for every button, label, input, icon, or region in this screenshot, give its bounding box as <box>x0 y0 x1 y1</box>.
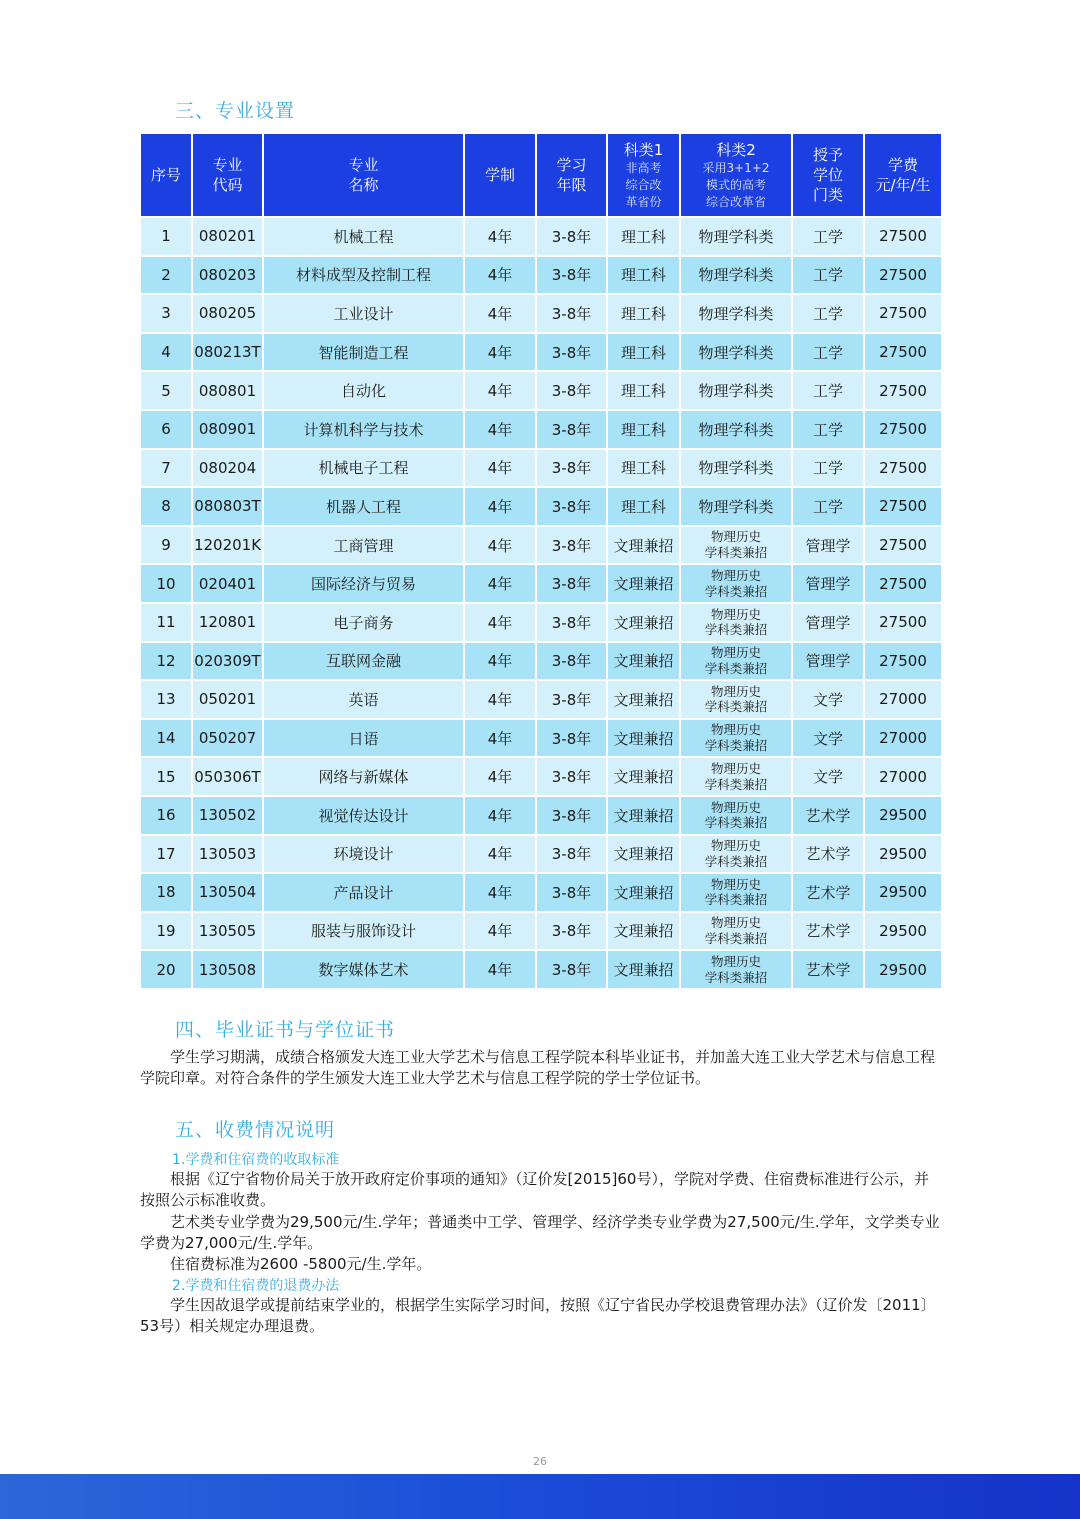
cell-cat1: 文理兼招 <box>607 526 680 565</box>
cell-degree: 艺术学 <box>792 912 864 951</box>
cell-category2-line2: 学科类兼招 <box>704 660 768 676</box>
cell-degree: 工学 <box>792 294 864 333</box>
cell-no: 19 <box>140 912 192 951</box>
cell-category2-line2: 学科类兼招 <box>704 738 768 754</box>
cell-cat1: 理工科 <box>607 371 680 410</box>
table-row <box>140 603 942 642</box>
fees-subheading-standard: 1.学费和住宿费的收取标准 <box>172 1152 340 1168</box>
cell-fee: 27500 <box>864 410 942 449</box>
table-row <box>140 796 942 835</box>
cell-no: 11 <box>140 603 192 642</box>
cell-years: 3-8年 <box>536 796 607 835</box>
cell-no: 15 <box>140 757 192 796</box>
cell-code: 130504 <box>192 873 263 912</box>
cell-years: 3-8年 <box>536 603 607 642</box>
cell-system: 4年 <box>464 217 536 256</box>
cell-category2-line2: 学科类兼招 <box>704 776 768 792</box>
fees-subheading-refund: 2.学费和住宿费的退费办法 <box>172 1278 340 1294</box>
cell-code: 130502 <box>192 796 263 835</box>
cell-code: 080213T <box>192 333 263 372</box>
cell-code: 130503 <box>192 835 263 874</box>
header-seq: 序号 <box>140 133 192 217</box>
cell-code: 080201 <box>192 217 263 256</box>
cell-category2 <box>680 256 792 295</box>
cell-category2-line2: 学科类兼招 <box>704 892 768 908</box>
cell-degree: 工学 <box>792 449 864 488</box>
cell-years: 3-8年 <box>536 294 607 333</box>
cell-degree: 工学 <box>792 217 864 256</box>
cell-name: 机械电子工程 <box>263 449 464 488</box>
cell-code: 080901 <box>192 410 263 449</box>
cell-system: 4年 <box>464 526 536 565</box>
cell-fee: 27500 <box>864 642 942 681</box>
cell-category2-line1: 物理学科类 <box>698 227 774 246</box>
cell-system: 4年 <box>464 642 536 681</box>
cell-degree: 艺术学 <box>792 950 864 989</box>
cell-code: 020309T <box>192 642 263 681</box>
cell-category2-line1: 物理历史 <box>710 645 761 661</box>
cell-fee: 27000 <box>864 719 942 758</box>
cell-category2-line2: 学科类兼招 <box>704 699 768 715</box>
cell-fee: 27500 <box>864 294 942 333</box>
cell-no: 7 <box>140 449 192 488</box>
cell-system: 4年 <box>464 603 536 642</box>
table-row <box>140 449 942 488</box>
cell-name: 环境设计 <box>263 835 464 874</box>
cell-category2 <box>680 757 792 796</box>
cell-cat1: 理工科 <box>607 256 680 295</box>
cell-years: 3-8年 <box>536 680 607 719</box>
cell-system: 4年 <box>464 719 536 758</box>
cell-category2-line1: 物理历史 <box>710 838 761 854</box>
cell-cat1: 文理兼招 <box>607 757 680 796</box>
cell-years: 3-8年 <box>536 873 607 912</box>
table-row <box>140 950 942 989</box>
cell-no: 3 <box>140 294 192 333</box>
cell-category2 <box>680 217 792 256</box>
cell-fee: 27500 <box>864 217 942 256</box>
cell-no: 14 <box>140 719 192 758</box>
cell-cat1: 理工科 <box>607 410 680 449</box>
cell-no: 17 <box>140 835 192 874</box>
header-category2: 科类2 采用3+1+2 模式的高考 综合改革省 <box>680 133 792 217</box>
cell-category2 <box>680 526 792 565</box>
cell-name: 网络与新媒体 <box>263 757 464 796</box>
cell-years: 3-8年 <box>536 256 607 295</box>
cell-fee: 27500 <box>864 487 942 526</box>
cell-years: 3-8年 <box>536 835 607 874</box>
cell-years: 3-8年 <box>536 487 607 526</box>
cell-category2-line1: 物理学科类 <box>698 382 774 401</box>
cell-no: 16 <box>140 796 192 835</box>
header-name: 专业 名称 <box>263 133 464 217</box>
cell-system: 4年 <box>464 873 536 912</box>
cell-fee: 27500 <box>864 449 942 488</box>
cell-category2-line1: 物理历史 <box>710 799 761 815</box>
cell-years: 3-8年 <box>536 757 607 796</box>
cell-cat1: 文理兼招 <box>607 950 680 989</box>
header-system: 学制 <box>464 133 536 217</box>
section-title-certificates: 四、毕业证书与学位证书 <box>175 1019 396 1041</box>
cell-code: 080801 <box>192 371 263 410</box>
cell-no: 4 <box>140 333 192 372</box>
cell-name: 计算机科学与技术 <box>263 410 464 449</box>
cell-category2-line1: 物理历史 <box>710 760 761 776</box>
page-number: 26 <box>533 1455 547 1468</box>
cell-no: 5 <box>140 371 192 410</box>
cell-system: 4年 <box>464 294 536 333</box>
cell-degree: 管理学 <box>792 564 864 603</box>
cell-category2 <box>680 642 792 681</box>
cell-system: 4年 <box>464 256 536 295</box>
cell-name: 互联网金融 <box>263 642 464 681</box>
cell-code: 120201K <box>192 526 263 565</box>
cell-no: 6 <box>140 410 192 449</box>
cell-cat1: 文理兼招 <box>607 912 680 951</box>
cell-years: 3-8年 <box>536 719 607 758</box>
cell-system: 4年 <box>464 796 536 835</box>
cell-system: 4年 <box>464 912 536 951</box>
cell-category2-line1: 物理历史 <box>710 606 761 622</box>
cell-code: 080203 <box>192 256 263 295</box>
cell-fee: 27500 <box>864 256 942 295</box>
cell-years: 3-8年 <box>536 526 607 565</box>
cell-category2-line2: 学科类兼招 <box>704 583 768 599</box>
cell-system: 4年 <box>464 410 536 449</box>
cell-system: 4年 <box>464 757 536 796</box>
cell-system: 4年 <box>464 835 536 874</box>
cell-fee: 29500 <box>864 912 942 951</box>
cell-name: 产品设计 <box>263 873 464 912</box>
cell-name: 服装与服饰设计 <box>263 912 464 951</box>
cell-category2 <box>680 487 792 526</box>
cell-degree: 管理学 <box>792 642 864 681</box>
header-years: 学习 年限 <box>536 133 607 217</box>
cell-category2 <box>680 294 792 333</box>
cell-category2-line2: 学科类兼招 <box>704 930 768 946</box>
cell-category2 <box>680 796 792 835</box>
cell-degree: 文学 <box>792 680 864 719</box>
cell-category2-line1: 物理学科类 <box>698 343 774 362</box>
cell-cat1: 理工科 <box>607 294 680 333</box>
cell-degree: 工学 <box>792 410 864 449</box>
cell-name: 电子商务 <box>263 603 464 642</box>
cell-years: 3-8年 <box>536 410 607 449</box>
cell-name: 工商管理 <box>263 526 464 565</box>
cell-years: 3-8年 <box>536 333 607 372</box>
cell-cat1: 文理兼招 <box>607 680 680 719</box>
table-row <box>140 333 942 372</box>
cell-years: 3-8年 <box>536 912 607 951</box>
table-row <box>140 835 942 874</box>
cell-system: 4年 <box>464 680 536 719</box>
cell-degree: 工学 <box>792 333 864 372</box>
table-row <box>140 719 942 758</box>
cell-degree: 管理学 <box>792 526 864 565</box>
cell-no: 18 <box>140 873 192 912</box>
cell-years: 3-8年 <box>536 449 607 488</box>
table-row <box>140 873 942 912</box>
cell-name: 日语 <box>263 719 464 758</box>
cell-fee: 29500 <box>864 950 942 989</box>
cell-name: 机械工程 <box>263 217 464 256</box>
cell-code: 130505 <box>192 912 263 951</box>
cell-no: 8 <box>140 487 192 526</box>
cell-category2 <box>680 680 792 719</box>
cell-system: 4年 <box>464 333 536 372</box>
cell-degree: 工学 <box>792 371 864 410</box>
cell-category2 <box>680 410 792 449</box>
header-degree: 授予 学位 门类 <box>792 133 864 217</box>
cell-fee: 27000 <box>864 757 942 796</box>
cell-fee: 27500 <box>864 526 942 565</box>
cell-category2-line1: 物理历史 <box>710 529 761 545</box>
cell-code: 080803T <box>192 487 263 526</box>
cell-code: 080205 <box>192 294 263 333</box>
section-title-fees: 五、收费情况说明 <box>175 1119 336 1141</box>
table-row <box>140 642 942 681</box>
cell-degree: 艺术学 <box>792 873 864 912</box>
cell-category2 <box>680 873 792 912</box>
cell-no: 9 <box>140 526 192 565</box>
cell-category2 <box>680 912 792 951</box>
cell-cat1: 理工科 <box>607 217 680 256</box>
cell-category2-line2: 学科类兼招 <box>704 622 768 638</box>
cell-no: 12 <box>140 642 192 681</box>
table-row <box>140 757 942 796</box>
cell-system: 4年 <box>464 487 536 526</box>
cell-fee: 27500 <box>864 603 942 642</box>
section-title-majors: 三、专业设置 <box>175 100 296 122</box>
cell-system: 4年 <box>464 950 536 989</box>
certificates-paragraph: 学生学习期满，成绩合格颁发大连工业大学艺术与信息工程学院本科毕业证书，并加盖大连工业大学艺术与信息工程学院印章。对符合条件的学生颁发大连工业大学艺术与信息工程学院的学士学位证书。 <box>140 1048 936 1087</box>
cell-code: 050201 <box>192 680 263 719</box>
cell-fee: 27500 <box>864 333 942 372</box>
table-row <box>140 217 942 256</box>
cell-category2-line1: 物理学科类 <box>698 266 774 285</box>
cell-cat1: 文理兼招 <box>607 642 680 681</box>
cell-code: 050306T <box>192 757 263 796</box>
cell-name: 机器人工程 <box>263 487 464 526</box>
cell-category2 <box>680 333 792 372</box>
cell-cat1: 文理兼招 <box>607 603 680 642</box>
cell-degree: 文学 <box>792 757 864 796</box>
cell-code: 020401 <box>192 564 263 603</box>
fees-paragraph-dorm: 住宿费标准为2600 -5800元/生.学年。 <box>140 1255 432 1273</box>
header-fee: 学费 元/年/生 <box>864 133 942 217</box>
cell-cat1: 文理兼招 <box>607 719 680 758</box>
cell-category2 <box>680 564 792 603</box>
cell-name: 自动化 <box>263 371 464 410</box>
cell-years: 3-8年 <box>536 371 607 410</box>
table-row <box>140 256 942 295</box>
cell-degree: 文学 <box>792 719 864 758</box>
cell-category2-line1: 物理历史 <box>710 953 761 969</box>
cell-cat1: 理工科 <box>607 333 680 372</box>
cell-no: 20 <box>140 950 192 989</box>
cell-category2 <box>680 950 792 989</box>
cell-no: 1 <box>140 217 192 256</box>
cell-category2 <box>680 449 792 488</box>
table-row <box>140 487 942 526</box>
cell-category2-line1: 物理历史 <box>710 683 761 699</box>
cell-years: 3-8年 <box>536 217 607 256</box>
cell-code: 050207 <box>192 719 263 758</box>
cell-code: 120801 <box>192 603 263 642</box>
cell-degree: 艺术学 <box>792 835 864 874</box>
cell-cat1: 文理兼招 <box>607 835 680 874</box>
footer-band <box>0 1474 1080 1519</box>
header-code: 专业 代码 <box>192 133 263 217</box>
cell-category2-line2: 学科类兼招 <box>704 815 768 831</box>
cell-system: 4年 <box>464 371 536 410</box>
cell-category2 <box>680 835 792 874</box>
cell-name: 数字媒体艺术 <box>263 950 464 989</box>
cell-no: 2 <box>140 256 192 295</box>
cell-category2-line1: 物理学科类 <box>698 420 774 439</box>
cell-degree: 工学 <box>792 256 864 295</box>
fees-paragraph-tuition: 艺术类专业学费为29,500元/生.学年；普通类中工学、管理学、经济学类专业学费为27,500元/生.学年，文学类专业学费为27,000元/生.学年。 <box>140 1213 940 1252</box>
cell-cat1: 文理兼招 <box>607 564 680 603</box>
table-row <box>140 410 942 449</box>
cell-years: 3-8年 <box>536 642 607 681</box>
cell-name: 英语 <box>263 680 464 719</box>
cell-code: 080204 <box>192 449 263 488</box>
cell-category2-line1: 物理学科类 <box>698 304 774 323</box>
table-row <box>140 526 942 565</box>
cell-degree: 工学 <box>792 487 864 526</box>
cell-cat1: 文理兼招 <box>607 796 680 835</box>
cell-fee: 29500 <box>864 835 942 874</box>
cell-category2-line1: 物理历史 <box>710 876 761 892</box>
header-category1: 科类1 非高考 综合改 革省份 <box>607 133 680 217</box>
cell-fee: 27000 <box>864 680 942 719</box>
majors-table <box>139 132 943 990</box>
cell-fee: 27500 <box>864 564 942 603</box>
cell-years: 3-8年 <box>536 564 607 603</box>
cell-category2-line2: 学科类兼招 <box>704 969 768 985</box>
fees-paragraph-refund: 学生因故退学或提前结束学业的，根据学生实际学习时间，按照《辽宁省民办学校退费管理办法》（辽价发〔2011〕53号）相关规定办理退费。 <box>140 1296 936 1335</box>
table-row <box>140 912 942 951</box>
cell-no: 10 <box>140 564 192 603</box>
cell-degree: 管理学 <box>792 603 864 642</box>
cell-no: 13 <box>140 680 192 719</box>
cell-name: 视觉传达设计 <box>263 796 464 835</box>
cell-category2-line2: 学科类兼招 <box>704 853 768 869</box>
cell-system: 4年 <box>464 449 536 488</box>
table-row <box>140 371 942 410</box>
table-row <box>140 294 942 333</box>
cell-cat1: 理工科 <box>607 449 680 488</box>
cell-cat1: 理工科 <box>607 487 680 526</box>
fees-paragraph-basis: 根据《辽宁省物价局关于放开政府定价事项的通知》（辽价发[2015]60号），学院对学费、住宿费标准进行公示，并按照公示标准收费。 <box>140 1170 929 1209</box>
cell-category2-line1: 物理学科类 <box>698 497 774 516</box>
cell-fee: 29500 <box>864 796 942 835</box>
cell-fee: 29500 <box>864 873 942 912</box>
cell-name: 智能制造工程 <box>263 333 464 372</box>
cell-category2-line2: 学科类兼招 <box>704 545 768 561</box>
cell-cat1: 文理兼招 <box>607 873 680 912</box>
cell-category2-line1: 物理学科类 <box>698 459 774 478</box>
cell-category2-line1: 物理历史 <box>710 722 761 738</box>
cell-degree: 艺术学 <box>792 796 864 835</box>
cell-code: 130508 <box>192 950 263 989</box>
cell-category2-line1: 物理历史 <box>710 568 761 584</box>
cell-category2 <box>680 603 792 642</box>
table-row <box>140 564 942 603</box>
table-header-row <box>140 133 942 217</box>
cell-years: 3-8年 <box>536 950 607 989</box>
cell-category2 <box>680 719 792 758</box>
table-row <box>140 680 942 719</box>
cell-fee: 27500 <box>864 371 942 410</box>
cell-name: 材料成型及控制工程 <box>263 256 464 295</box>
cell-category2-line1: 物理历史 <box>710 915 761 931</box>
cell-name: 工业设计 <box>263 294 464 333</box>
cell-system: 4年 <box>464 564 536 603</box>
cell-name: 国际经济与贸易 <box>263 564 464 603</box>
cell-category2 <box>680 371 792 410</box>
